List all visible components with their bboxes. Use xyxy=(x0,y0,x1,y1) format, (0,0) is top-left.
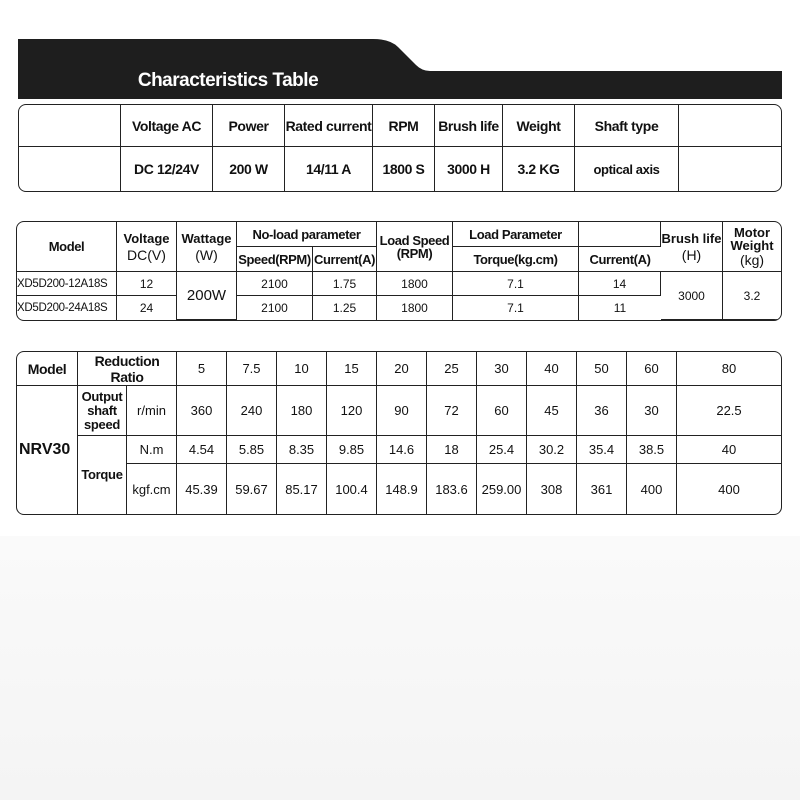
summary-value-weight: 3.2 KG xyxy=(503,147,575,191)
speed-5: 360 xyxy=(177,386,227,436)
summary-value-blank-end xyxy=(679,147,781,191)
torque-nm-40: 30.2 xyxy=(527,436,577,464)
speed-15: 120 xyxy=(327,386,377,436)
torque-kgf-10: 85.17 xyxy=(277,464,327,514)
motor-header-brush-unit: (H) xyxy=(681,246,702,263)
summary-header-brush-life: Brush life xyxy=(435,105,503,147)
speed-60: 30 xyxy=(627,386,677,436)
motor-header-load-torque: Torque(kg.cm) xyxy=(453,247,579,272)
torque-nm-20: 14.6 xyxy=(377,436,427,464)
torque-nm-15: 9.85 xyxy=(327,436,377,464)
torque-kgf-15: 100.4 xyxy=(327,464,377,514)
ratio-60: 60 xyxy=(627,352,677,386)
motor-shared-weight: 3.2 xyxy=(723,272,781,320)
motor-header-noload: No-load parameter xyxy=(237,222,377,247)
speed-80: 22.5 xyxy=(677,386,781,436)
motor-row1-speed: 2100 xyxy=(237,272,313,296)
speed-40: 45 xyxy=(527,386,577,436)
motor-row1-load-current: 14 xyxy=(579,272,661,296)
torque-nm-5: 4.54 xyxy=(177,436,227,464)
torque-kgf-30: 259.00 xyxy=(477,464,527,514)
page-title-line2: Characteristics Table xyxy=(137,70,319,91)
motor-shared-wattage: 200W xyxy=(177,272,237,320)
motor-row2-torque: 7.1 xyxy=(453,296,579,320)
speed-50: 36 xyxy=(577,386,627,436)
ratio-5: 5 xyxy=(177,352,227,386)
motor-header-brush-label: Brush life xyxy=(661,230,722,246)
summary-header-rated-current: Rated current xyxy=(285,105,373,147)
motor-row2-voltage: 24 xyxy=(117,296,177,320)
motor-header-model: Model xyxy=(17,222,117,272)
motor-row1-voltage: 12 xyxy=(117,272,177,296)
summary-value-shaft-type: optical axis xyxy=(575,147,679,191)
motor-row1-load-speed: 1800 xyxy=(377,272,453,296)
motor-row1-model: XD5D200-12A18S xyxy=(17,272,117,296)
speed-unit: r/min xyxy=(127,386,177,436)
output-speed-label: Output shaft speed xyxy=(78,386,127,436)
motor-header-weight xyxy=(723,222,781,272)
summary-header-blank-end xyxy=(679,105,781,147)
torque-kgf-50: 361 xyxy=(577,464,627,514)
motor-header-wattage-label: Wattage xyxy=(181,230,232,246)
reducer-header-model: Model xyxy=(17,352,78,386)
ratio-80: 80 xyxy=(677,352,781,386)
torque-nm-60: 38.5 xyxy=(627,436,677,464)
reducer-table xyxy=(16,351,782,515)
motor-header-load-speed xyxy=(377,222,453,272)
summary-header-rpm: RPM xyxy=(373,105,435,147)
ratio-10: 10 xyxy=(277,352,327,386)
motor-row1-current: 1.75 xyxy=(313,272,377,296)
summary-header-shaft-type: Shaft type xyxy=(575,105,679,147)
ratio-20: 20 xyxy=(377,352,427,386)
motor-header-voltage xyxy=(117,222,177,272)
motor-header-wattage xyxy=(177,222,237,272)
motor-header-weight-label: Motor Weight xyxy=(730,224,774,253)
torque-kgf-20: 148.9 xyxy=(377,464,427,514)
motor-parameter-table xyxy=(16,221,782,321)
summary-header-voltage: Voltage AC xyxy=(121,105,213,147)
motor-header-brush xyxy=(661,222,723,272)
torque-kgf-5: 45.39 xyxy=(177,464,227,514)
summary-header-blank xyxy=(19,105,121,147)
motor-header-noload-current: Current(A) xyxy=(313,247,377,272)
speed-10: 180 xyxy=(277,386,327,436)
ratio-25: 25 xyxy=(427,352,477,386)
summary-value-rpm: 1800 S xyxy=(373,147,435,191)
ratio-15: 15 xyxy=(327,352,377,386)
motor-header-load-current: Current(A) xyxy=(579,247,661,272)
speed-30: 60 xyxy=(477,386,527,436)
reducer-header-ratio: Reduction Ratio xyxy=(78,352,177,386)
torque-kgf-unit: kgf.cm xyxy=(127,464,177,514)
torque-nm-7-5: 5.85 xyxy=(227,436,277,464)
motor-header-voltage-label: Voltage xyxy=(123,230,170,246)
motor-header-load-speed-label: Load Speed xyxy=(379,232,450,248)
torque-kgf-25: 183.6 xyxy=(427,464,477,514)
summary-table xyxy=(18,104,782,192)
summary-value-voltage: DC 12/24V xyxy=(121,147,213,191)
summary-value-rated-current: 14/11 A xyxy=(285,147,373,191)
torque-kgf-7-5: 59.67 xyxy=(227,464,277,514)
motor-header-wattage-unit: (W) xyxy=(195,246,218,263)
torque-kgf-40: 308 xyxy=(527,464,577,514)
motor-row2-speed: 2100 xyxy=(237,296,313,320)
torque-label: Torque xyxy=(78,436,127,514)
motor-row2-load-current: 11 xyxy=(613,301,627,315)
page-title-line1: Motor + Reducer Parameter xyxy=(91,9,329,30)
ratio-40: 40 xyxy=(527,352,577,386)
motor-row2-load-speed: 1800 xyxy=(377,296,453,320)
motor-header-load-blank xyxy=(579,222,661,247)
torque-kgf-80: 400 xyxy=(718,481,740,497)
torque-nm-80: 40 xyxy=(677,436,781,464)
torque-nm-25: 18 xyxy=(427,436,477,464)
ratio-7-5: 7.5 xyxy=(227,352,277,386)
torque-nm-unit: N.m xyxy=(127,436,177,464)
motor-row2-model: XD5D200-24A18S xyxy=(17,296,117,320)
ratio-30: 30 xyxy=(477,352,527,386)
torque-nm-10: 8.35 xyxy=(277,436,327,464)
summary-value-blank xyxy=(19,147,121,191)
motor-header-load: Load Parameter xyxy=(453,222,579,247)
speed-25: 72 xyxy=(427,386,477,436)
torque-kgf-60: 400 xyxy=(627,464,677,514)
summary-value-power: 200 W xyxy=(213,147,285,191)
torque-nm-50: 35.4 xyxy=(577,436,627,464)
motor-header-weight-unit: (kg) xyxy=(739,251,765,268)
page-subtitle: MOTOR+REDUCER PARAMETER CHARACTERISTIC TABLE xyxy=(407,39,782,51)
speed-20: 90 xyxy=(377,386,427,436)
motor-header-noload-speed: Speed(RPM) xyxy=(237,247,313,272)
motor-row2-current: 1.25 xyxy=(313,296,377,320)
motor-shared-brush-life: 3000 xyxy=(661,272,723,320)
summary-header-weight: Weight xyxy=(503,105,575,147)
blank-panel xyxy=(0,536,800,800)
torque-nm-30: 25.4 xyxy=(477,436,527,464)
speed-7-5: 240 xyxy=(227,386,277,436)
reducer-model: NRV30 xyxy=(17,386,78,514)
summary-header-power: Power xyxy=(213,105,285,147)
summary-value-brush-life: 3000 H xyxy=(435,147,503,191)
motor-header-voltage-unit: DC(V) xyxy=(127,246,166,263)
motor-header-load-speed-unit: (RPM) xyxy=(396,245,433,261)
ratio-50: 50 xyxy=(577,352,627,386)
motor-row1-torque: 7.1 xyxy=(453,272,579,296)
